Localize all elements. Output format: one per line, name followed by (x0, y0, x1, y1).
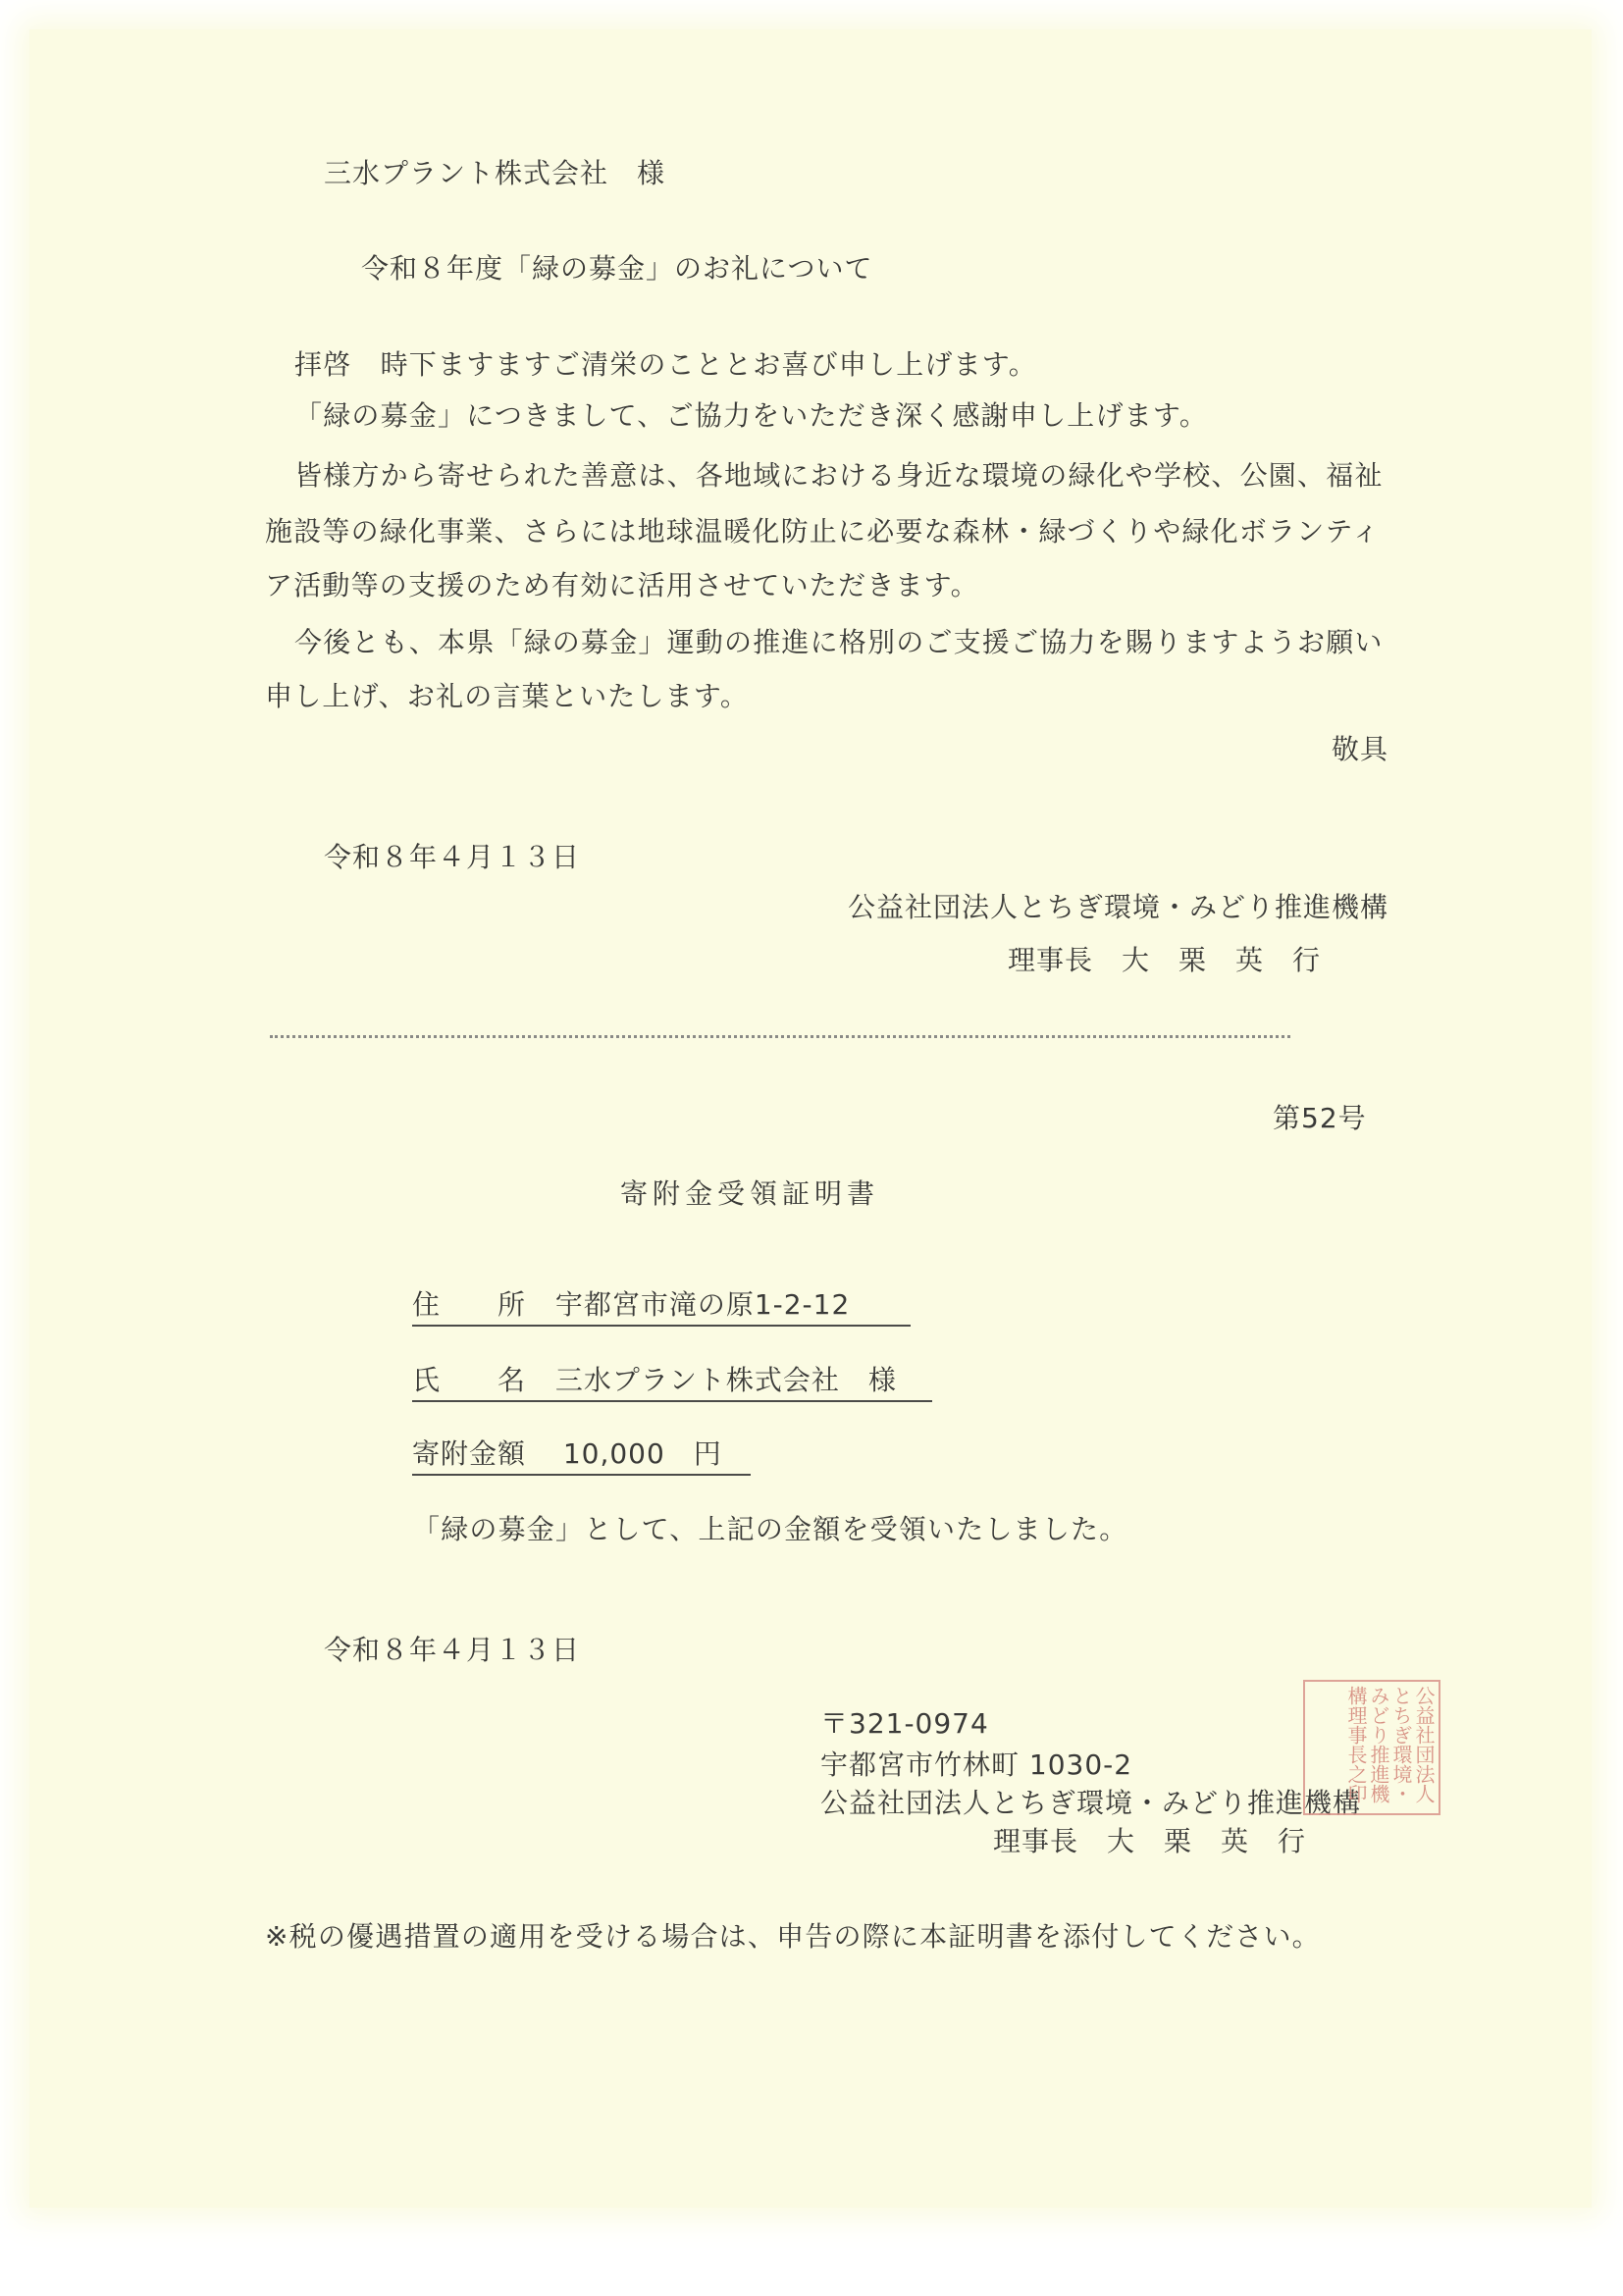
letter-addressee: 三水プラント株式会社 様 (324, 157, 666, 189)
letter-paragraph-request-line1: 今後とも、本県「緑の募金」運動の推進に格別のご支援ご協力を賜りますようお願い (294, 626, 1384, 658)
name-label: 氏 名 (412, 1364, 527, 1396)
separator-dotted-line (270, 1035, 1290, 1038)
official-seal-stamp: 公益社団法人とちぎ環境・みどり推進機構理事長之印 (1303, 1680, 1440, 1815)
certificate-amount-row (412, 1433, 751, 1476)
issuer-signer: 理事長 大 栗 英 行 (993, 1825, 1307, 1857)
certificate-number: 第52号 (1273, 1102, 1367, 1134)
amount-value: 10,000 円 (562, 1437, 722, 1470)
letter-paragraph-usage-line1: 皆様方から寄せられた善意は、各地域における身近な環境の緑化や学校、公園、福祉 (294, 459, 1384, 492)
address-label: 住 所 (412, 1288, 527, 1321)
certificate-address-row (412, 1283, 911, 1327)
letter-paragraph-greeting: 拝啓 時下ますますご清栄のこととお喜び申し上げます。 (294, 348, 1037, 381)
letter-paragraph-usage-line2: 施設等の緑化事業、さらには地球温暖化防止に必要な森林・緑づくりや緑化ボランティ (265, 515, 1381, 548)
name-value: 三水プラント株式会社 様 (554, 1364, 897, 1396)
certificate-statement: 「緑の募金」として、上記の金額を受領いたしました。 (412, 1513, 1128, 1545)
letter-subject: 令和８年度「緑の募金」のお礼について (361, 252, 873, 285)
letter-closing: 敬具 (1332, 733, 1389, 765)
certificate-date: 令和８年４月１３日 (324, 1634, 581, 1666)
issuer-address: 宇都宮市竹林町 1030-2 (820, 1748, 1133, 1781)
letter-signer: 理事長 大 栗 英 行 (1008, 944, 1322, 976)
letter-paragraph-thanks: 「緑の募金」につきまして、ご協力をいただき深く感謝申し上げます。 (294, 399, 1209, 432)
tax-note: ※税の優遇措置の適用を受ける場合は、申告の際に本証明書を添付してください。 (265, 1920, 1321, 1953)
letter-paragraph-request-line2: 申し上げ、お礼の言葉といたします。 (265, 680, 750, 712)
address-value: 宇都宮市滝の原1-2-12 (554, 1288, 851, 1321)
issuer-organization: 公益社団法人とちぎ環境・みどり推進機構 (820, 1787, 1362, 1819)
certificate-title: 寄附金受領証明書 (620, 1177, 880, 1210)
issuer-postal-code: 〒321-0974 (820, 1707, 989, 1740)
letter-organization: 公益社団法人とちぎ環境・みどり推進機構 (848, 891, 1389, 923)
letter-paragraph-usage-line3: ア活動等の支援のため有効に活用させていただきます。 (265, 569, 979, 601)
letter-date: 令和８年４月１３日 (324, 841, 581, 873)
certificate-name-row (412, 1359, 932, 1402)
amount-label: 寄附金額 (412, 1437, 527, 1470)
